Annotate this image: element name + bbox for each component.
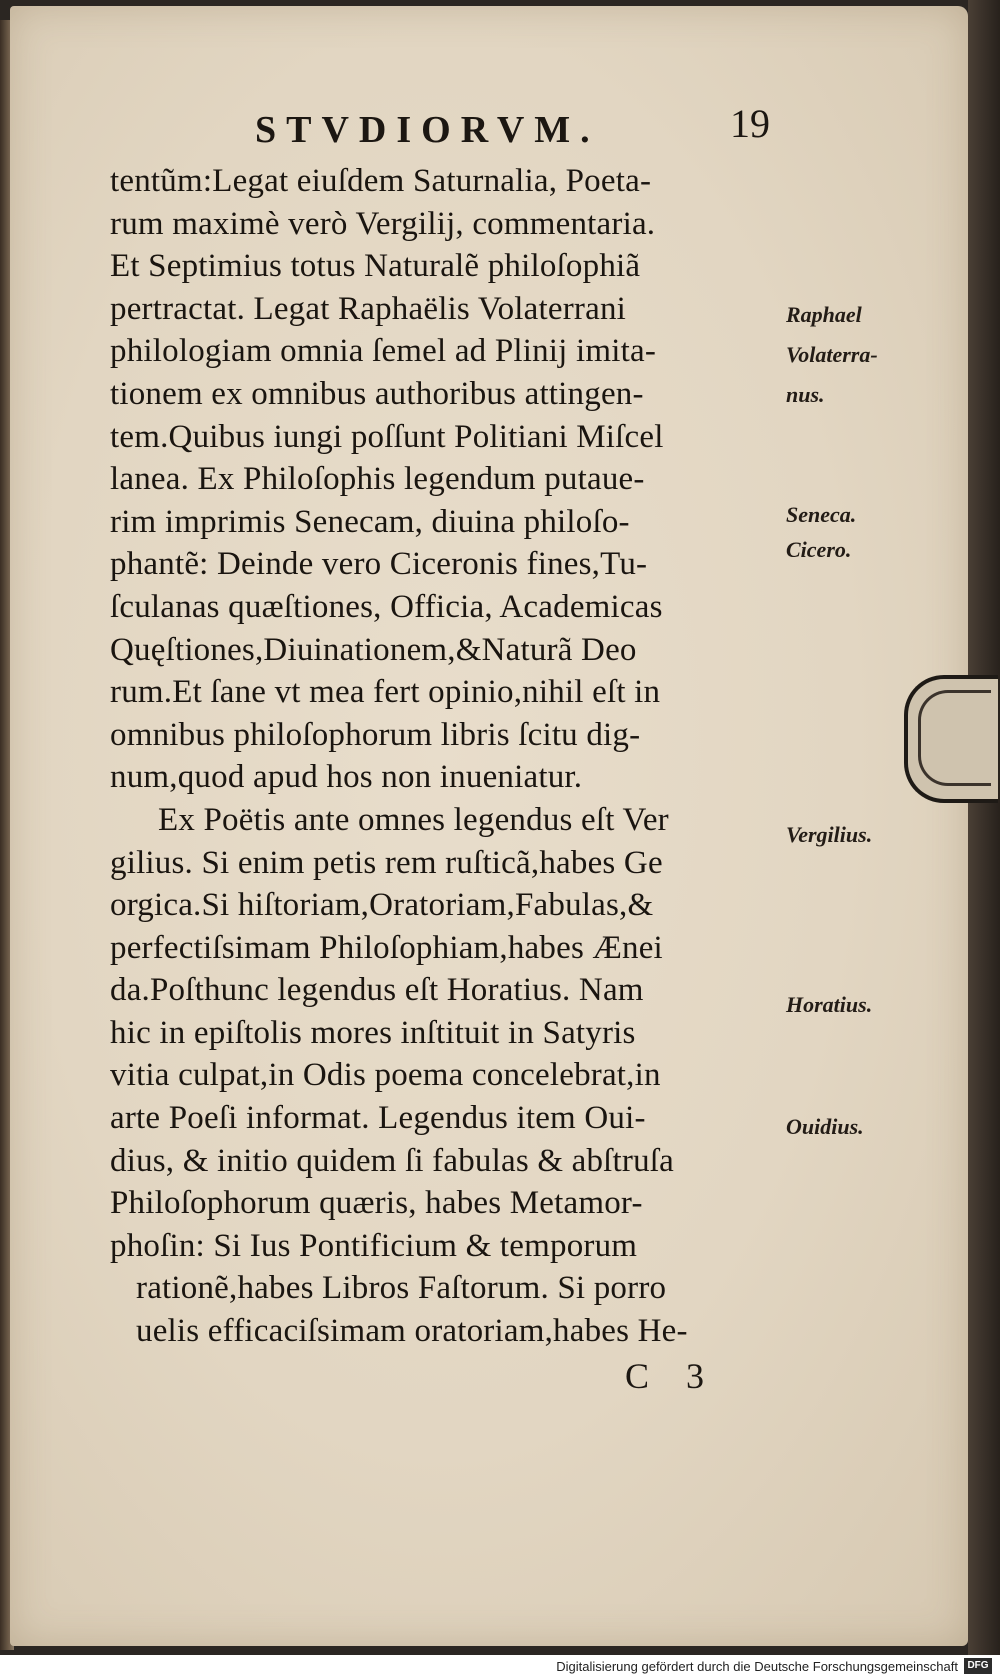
text-line: orgica.Si hiſtoriam,Oratoriam,Fabulas,& <box>110 887 654 924</box>
text-line: Et Septimius totus Naturalẽ philoſophiã <box>110 248 641 285</box>
marginal-note-horatius: Horatius. <box>786 992 873 1017</box>
text-line: lanea. Ex Philoſophis legendum putaue- <box>110 461 645 498</box>
book-cover-edge <box>968 0 1000 1655</box>
signature-mark: C 3 <box>625 1356 719 1396</box>
marginal-note-nus: nus. <box>786 382 825 407</box>
marginal-note-raphael: Raphael <box>786 302 862 327</box>
text-line: uelis efficaciſsimam oratoriam,habes He- <box>136 1313 688 1350</box>
text-line: phoſin: Si Ius Pontificium & temporum <box>110 1227 638 1264</box>
text-line: tentũm:Legat eiuſdem Saturnalia, Poeta- <box>110 163 652 199</box>
text-line: arte Poeſi informat. Legendus item Oui- <box>110 1100 646 1137</box>
marginal-note-ouidius: Ouidius. <box>786 1114 864 1139</box>
text-line: rim imprimis Senecam, diuina philoſo- <box>110 503 630 540</box>
footer-credit: Digitalisierung gefördert durch die Deutsche Forschungsgemeinschaft <box>556 1659 958 1674</box>
marginal-note-volaterranus: Volaterra- <box>786 342 878 367</box>
text-line: Ex Poëtis ante omnes legendus eſt Ver <box>158 801 669 838</box>
book-clasp-inner <box>918 690 991 786</box>
text-line: gilius. Si enim petis rem ruſticã,habes Ge <box>110 844 663 881</box>
page-number: 19 <box>730 101 770 146</box>
text-line: philologiam omnia ſemel ad Plinij imita- <box>110 333 657 370</box>
dfg-logo: DFG <box>964 1658 992 1674</box>
text-line: rationẽ,habes Libros Faſtorum. Si porro <box>136 1270 667 1307</box>
marginal-note-vergilius: Vergilius. <box>786 822 873 847</box>
text-line: num,quod apud hos non inueniatur. <box>110 759 583 796</box>
marginal-note-cicero: Cicero. <box>786 537 852 562</box>
text-line: rum.Et ſane vt mea fert opinio,nihil eſt in <box>110 674 661 711</box>
running-head: STVDIORVM. <box>255 109 600 151</box>
text-line: vitia culpat,in Odis poema concelebrat,in <box>110 1057 661 1094</box>
text-line: perfectiſsimam Philoſophiam,habes Ænei <box>110 929 663 966</box>
text-line: tem.Quibus iungi poſſunt Politiani Miſcel <box>110 418 664 455</box>
text-line: ſculanas quæſtiones, Officia, Academicas <box>110 588 663 625</box>
footer-bar <box>0 1655 1000 1679</box>
text-line: pertractat. Legat Raphaëlis Volaterrani <box>110 290 627 327</box>
text-line: rum maximè verò Vergilij, commentaria. <box>110 205 656 242</box>
text-line: da.Poſthunc legendus eſt Horatius. Nam <box>110 972 644 1009</box>
text-line: dius, & initio quidem ſi fabulas & abſtruſa <box>110 1142 675 1179</box>
text-line: tionem ex omnibus authoribus attingen- <box>110 375 644 412</box>
text-line: omnibus philoſophorum libris ſcitu dig- <box>110 716 641 753</box>
main-text <box>110 160 800 1353</box>
text-line: phantẽ: Deinde vero Ciceronis fines,Tu- <box>110 546 648 583</box>
marginal-note-seneca: Seneca. <box>786 502 857 527</box>
text-line: hic in epiſtolis mores inſtituit in Satyris <box>110 1014 636 1051</box>
text-line: Quęſtiones,Diuinationem,&Naturã Deo <box>110 631 637 668</box>
text-line: Philoſophorum quæris, habes Metamor- <box>110 1185 643 1222</box>
